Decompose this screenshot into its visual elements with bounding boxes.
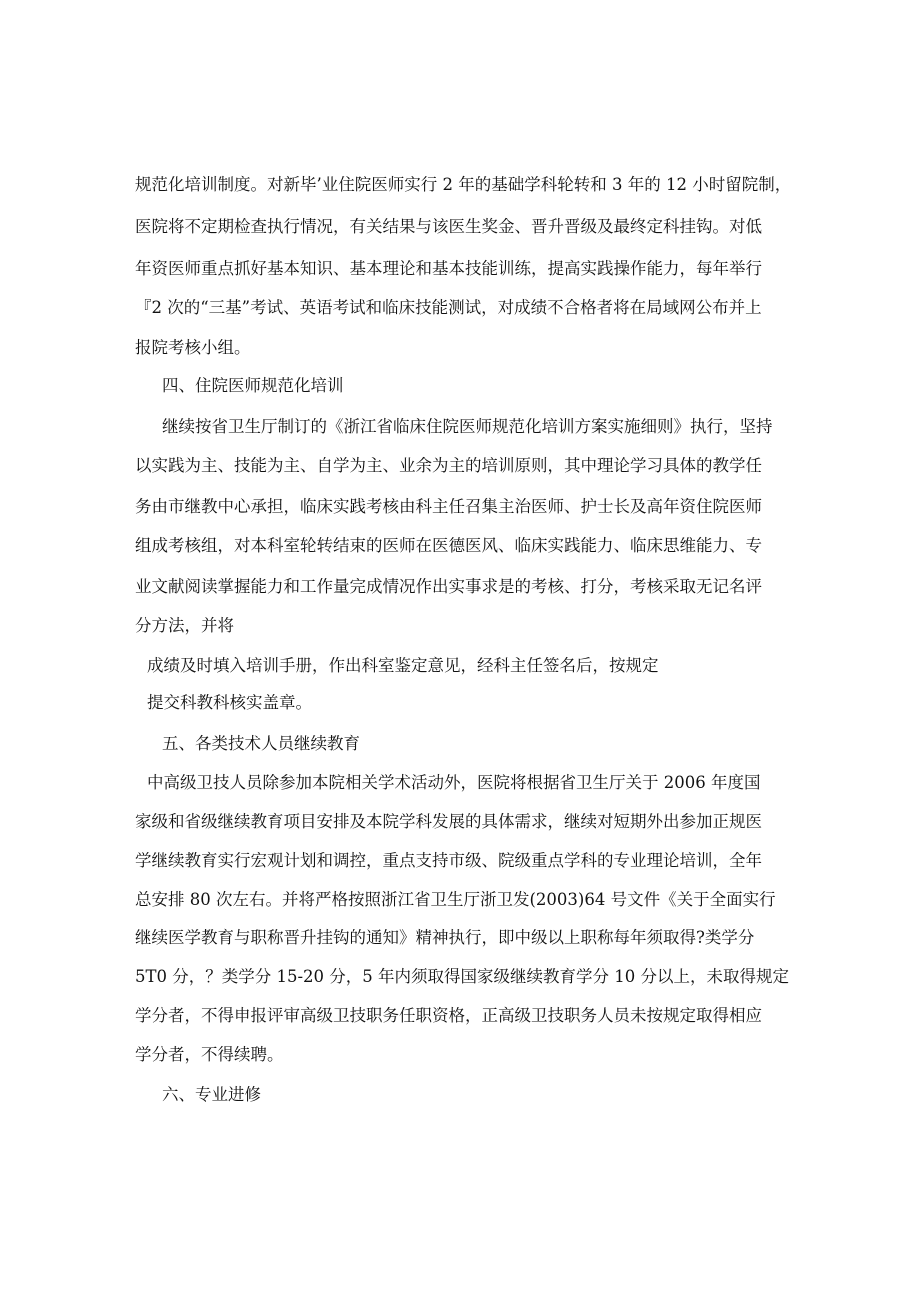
text-line-10: 组成考核组，对本科室轮转结束的医师在医德医风、临床实践能力、临床思维能力、专	[135, 536, 762, 555]
text-line-5: 报院考核小组。	[135, 338, 251, 357]
text-line-17: 家级和省级继续教育项目安排及本院学科发展的具体需求，继续对短期外出参加正规医	[135, 812, 762, 831]
text-line-1: 规范化培训制度。对新毕’业住院医师实行 2 年的基础学科轮转和 3 年的 12 小时留院制，	[135, 175, 792, 194]
text-line-13: 成绩及时填入培训手册，作出科室鉴定意见，经科主任签名后，按规定	[147, 656, 659, 675]
text-line-2: 医院将不定期检查执行情况，有关结果与该医生奖金、晋升晋级及最终定科挂钩。对低	[135, 217, 762, 236]
text-line-3: 年资医师重点抓好基本知识、基本理论和基本技能训练，提高实践操作能力，每年举行	[135, 259, 762, 278]
text-line-14: 提交科教科核实盖章。	[147, 693, 312, 712]
text-line-20: 继续医学教育与职称晋升挂钩的通知》精神执行，即中级以上职称每年须取得?类学分	[135, 928, 755, 947]
section-heading-6: 六、专业进修	[162, 1085, 261, 1104]
text-line-22: 学分者，不得申报评审高级卫技职务任职资格，正高级卫技职务人员未按规定取得相应	[135, 1006, 762, 1025]
text-line-18: 学继续教育实行宏观计划和调控，重点支持市级、院级重点学科的专业理论培训，全年	[135, 851, 762, 870]
text-line-12: 分方法，并将	[135, 616, 234, 635]
text-line-16: 中高级卫技人员除参加本院相关学术活动外，医院将根据省卫生厅关于 2006 年度国	[147, 773, 761, 792]
text-line-8: 以实践为主、技能为主、自学为主、业余为主的培训原则，其中理论学习具体的教学任	[135, 456, 762, 475]
section-heading-4: 四、住院医师规范化培训	[162, 376, 344, 395]
text-line-9: 务由市继教中心承担，临床实践考核由科主任召集主治医师、护士长及高年资住院医师	[135, 497, 762, 516]
text-line-23: 学分者，不得续聘。	[135, 1045, 284, 1064]
text-line-7: 继续按省卫生厅制订的《浙江省临床住院医师规范化培训方案实施细则》执行，坚持	[162, 417, 773, 436]
text-line-21: 5T0 分，？类学分 15-20 分，5 年内须取得国家级继续教育学分 10 分以上，未取得规定	[135, 967, 790, 986]
section-heading-5: 五、各类技术人员继续教育	[162, 734, 360, 753]
text-line-4: 『2 次的“三基”考试、英语考试和临床技能测试，对成绩不合格者将在局域网公布并上	[135, 298, 762, 317]
text-line-11: 业文献阅读掌握能力和工作量完成情况作出实事求是的考核、打分，考核采取无记名评	[135, 577, 762, 596]
text-line-19: 总安排 80 次左右。并将严格按照浙江省卫生厅浙卫发(2003)64 号文件《关于全面实行	[135, 890, 776, 909]
